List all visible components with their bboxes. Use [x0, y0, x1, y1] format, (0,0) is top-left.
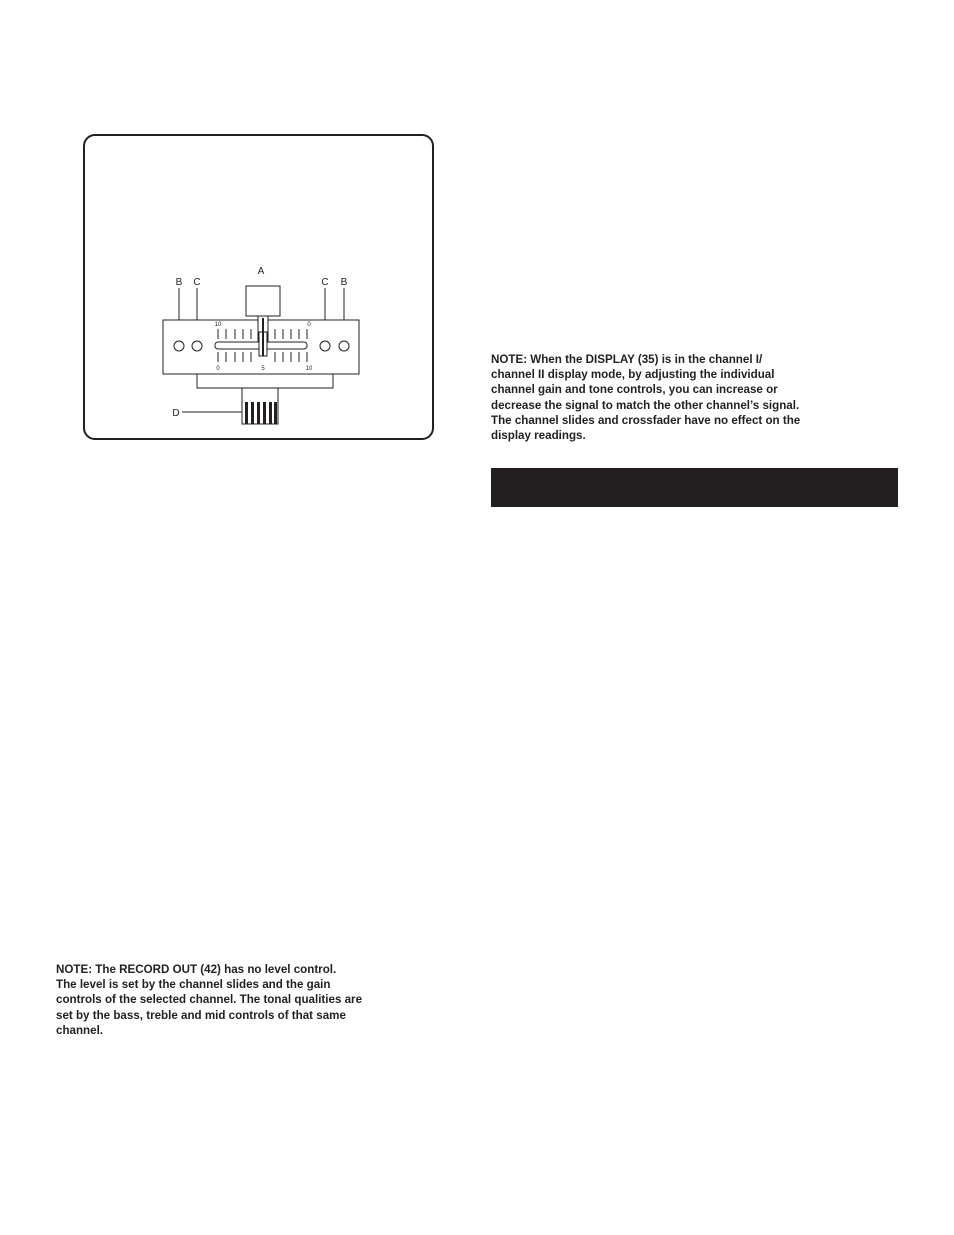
display-note-line-1: NOTE: When the DISPLAY (35) is in the channel I/: [491, 353, 763, 366]
display-note-line-6: display readings.: [491, 429, 586, 443]
record-out-note-line-5: channel.: [56, 1023, 104, 1037]
callout-a: A: [257, 266, 265, 277]
section-header-bar: [491, 468, 898, 507]
display-note-line-4: decrease the signal to match the other channel’s signal.: [491, 398, 800, 412]
scale-top-right-number: 0: [307, 322, 311, 328]
display-note: [491, 352, 891, 443]
record-out-note-line-4: set by the bass, treble and mid controls of that same: [56, 1008, 346, 1022]
record-out-note-line-2: The level is set by the channel slides and the gain: [56, 978, 331, 992]
record-out-note-line-3: controls of the selected channel. The tonal qualities are: [56, 993, 363, 1007]
scale-bottom-left-number: 0: [216, 366, 220, 372]
lower-housing: [197, 374, 333, 388]
record-out-note: [56, 962, 452, 1038]
scale-bottom-right-number: 10: [305, 366, 313, 372]
screw-c-left: [192, 341, 202, 351]
display-note-line-5: The channel slides and crossfader have no effect on the: [491, 413, 801, 427]
callout-c-left: C: [193, 277, 201, 288]
scale-top-left-number: 10: [214, 322, 222, 328]
callout-b-right: B: [340, 277, 348, 288]
display-note-line-3: channel gain and tone controls, you can increase or: [491, 383, 778, 397]
record-out-note-line-1: NOTE: The RECORD OUT (42) has no level control.: [56, 963, 337, 976]
callout-c-right: C: [321, 277, 329, 288]
callout-d: D: [172, 408, 180, 419]
fader-knob: [246, 286, 280, 316]
callout-b-left: B: [175, 277, 183, 288]
screw-c-right: [320, 341, 330, 351]
scale-bottom-middle-number: 5: [261, 366, 265, 372]
crossfader-illustration: [85, 136, 436, 442]
crossfader-diagram: [83, 134, 434, 440]
display-note-line-2: channel II display mode, by adjusting the individual: [491, 368, 775, 382]
screw-b-left: [174, 341, 184, 351]
screw-b-right: [339, 341, 349, 351]
